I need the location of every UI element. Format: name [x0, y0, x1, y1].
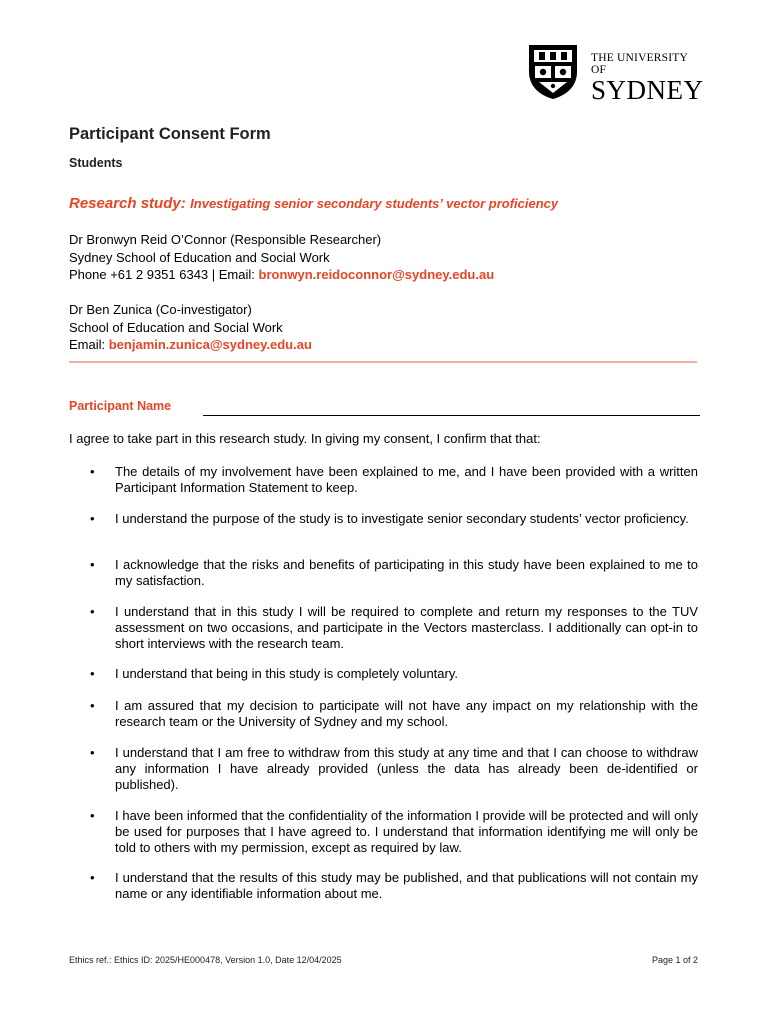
university-wordmark — [591, 52, 704, 104]
researcher2-email-prefix: Email: — [69, 337, 109, 352]
researcher1-phone: Phone +61 2 9351 6343 | Email: — [69, 267, 259, 282]
consent-item — [90, 511, 698, 527]
bullet-icon: • — [90, 808, 95, 823]
wordmark-line1: THE UNIVERSITY OF — [591, 52, 688, 76]
consent-item — [90, 870, 698, 902]
consent-item-text: I have been informed that the confidentiality of the information I provide will be protected and will only be used for purposes that I have agreed to. I understand that information identifying me will only be told to others with my permission, except as required by law. — [115, 808, 698, 855]
researcher2-name: Dr Ben Zunica (Co-investigator) — [69, 302, 252, 317]
bullet-icon: • — [90, 464, 95, 479]
bullet-icon: • — [90, 511, 95, 526]
researcher1-name: Dr Bronwyn Reid O’Connor (Responsible Researcher) — [69, 232, 382, 247]
university-logo — [527, 42, 704, 105]
bullet-icon: • — [90, 666, 95, 681]
consent-item — [90, 604, 698, 651]
researcher2-email-line — [69, 336, 312, 354]
university-crest-icon — [527, 42, 579, 100]
consent-item — [90, 698, 698, 730]
research-study-label: Research study: — [69, 195, 186, 212]
researcher1-phone-line — [69, 266, 494, 284]
bullet-icon: • — [90, 698, 95, 713]
consent-item-text: I understand that the results of this study may be published, and that publications will not contain my name or any identifiable information about me. — [115, 870, 698, 901]
consent-item — [90, 666, 698, 682]
research-study-heading — [69, 195, 558, 213]
consent-item-text: I understand that being in this study is completely voluntary. — [115, 666, 459, 681]
bullet-icon: • — [90, 557, 95, 572]
consent-item — [90, 808, 698, 855]
consent-item — [90, 745, 698, 792]
researcher2-school: School of Education and Social Work — [69, 319, 283, 335]
consent-item-text: I understand that I am free to withdraw from this study at any time and that I can choose to withdraw any information I have already provided (unless the data has already been de-identified or published). — [115, 745, 698, 792]
responsible-researcher-contact — [69, 231, 494, 284]
consent-item-text: I understand the purpose of the study is to investigate senior secondary students’ vector proficiency. — [115, 511, 689, 526]
ethics-reference: Ethics ref.: Ethics ID: 2025/HE000478, Version 1.0, Date 12/04/2025 — [69, 955, 342, 965]
bullet-icon: • — [90, 745, 95, 760]
consent-item-text: The details of my involvement have been explained to me, and I have been provided with a written Participant Information Statement to keep. — [115, 464, 698, 495]
consent-item — [90, 464, 698, 496]
bullet-icon: • — [90, 870, 95, 885]
participant-name-label: Participant Name — [69, 399, 172, 413]
page-subtitle: Students — [69, 156, 123, 170]
consent-item-text: I understand that in this study I will be required to complete and return my responses to the TUV assessment on two occasions, and participate in the Vectors masterclass. I additionally can opt-in to short interviews with the research team. — [115, 604, 698, 651]
consent-item-text: I am assured that my decision to participate will not have any impact on my relationship with the research team or the University of Sydney and my school. — [115, 698, 698, 729]
research-study-title: Investigating senior secondary students’ vector proficiency — [190, 196, 559, 211]
co-investigator-contact — [69, 301, 312, 354]
section-divider — [69, 361, 697, 363]
researcher1-email-link[interactable]: bronwyn.reidoconnor@sydney.edu.au — [258, 267, 495, 282]
consent-item — [90, 557, 698, 589]
page-title: Participant Consent Form — [69, 125, 271, 143]
researcher1-school: Sydney School of Education and Social Work — [69, 249, 330, 265]
wordmark-line2: SYDNEY — [591, 75, 704, 105]
researcher2-email-link[interactable]: benjamin.zunica@sydney.edu.au — [108, 337, 312, 352]
consent-intro: I agree to take part in this research study. In giving my consent, I confirm that that: — [69, 431, 541, 446]
consent-item-text: I acknowledge that the risks and benefits of participating in this study have been explained to me to my satisfaction. — [115, 557, 698, 588]
bullet-icon: • — [90, 604, 95, 619]
participant-name-line[interactable] — [203, 415, 700, 416]
page-number: Page 1 of 2 — [651, 955, 698, 965]
